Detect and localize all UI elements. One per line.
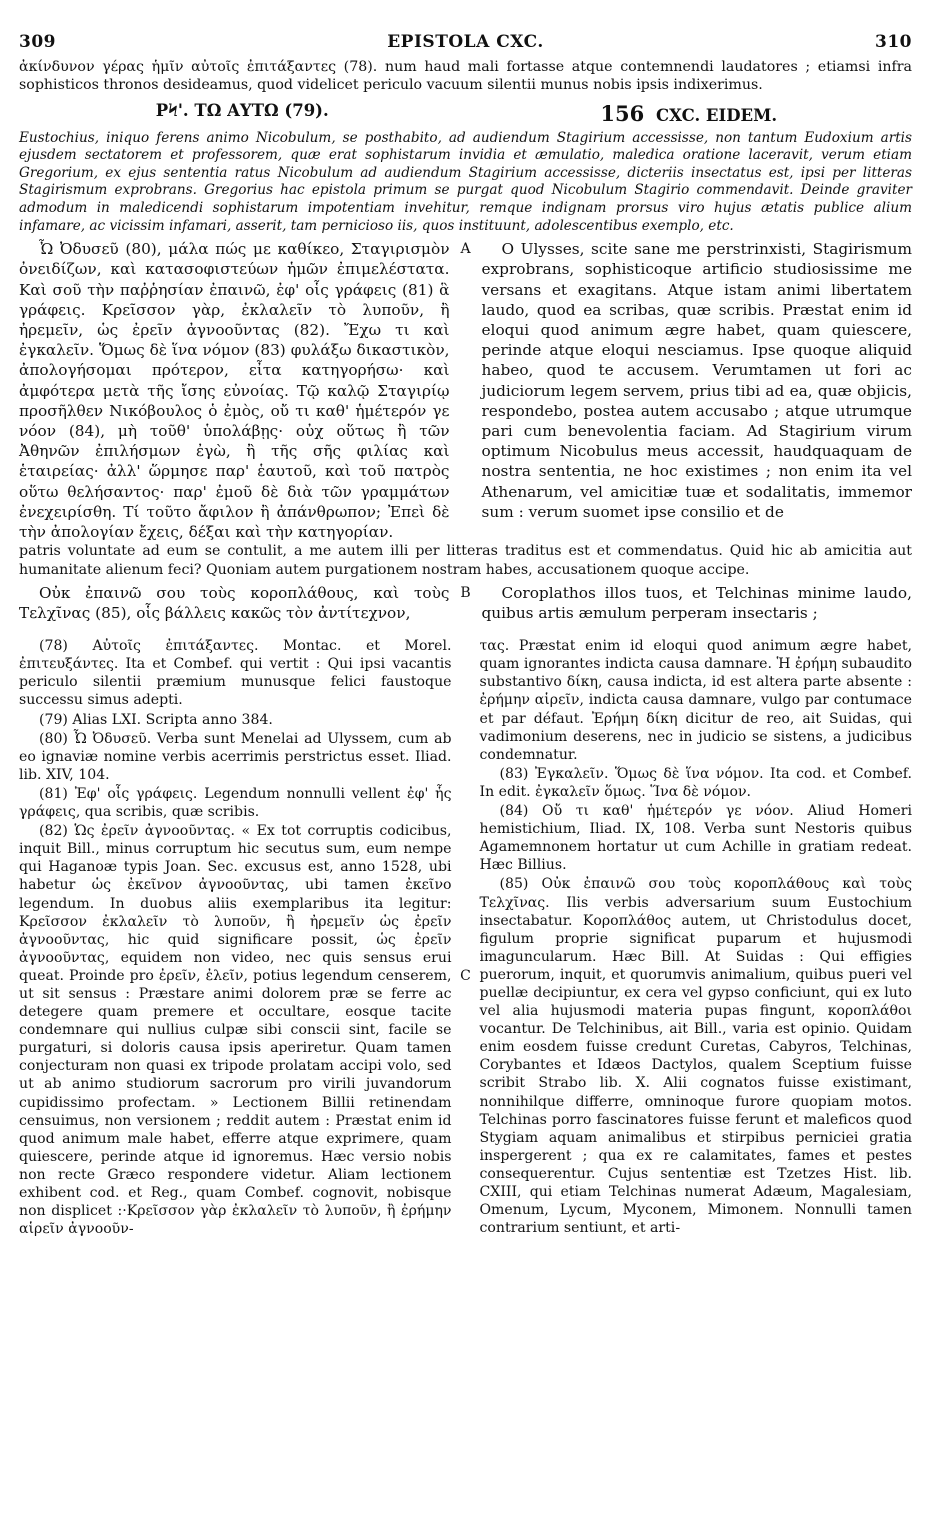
greek-heading: ΡϞ'. ΤΩ ΑΥΤΩ (79).	[155, 100, 329, 120]
footnote: (83) Ἐγκαλεῖν. Ὅμως δὲ ἵνα νόμον. Ita cod. et Combef. In edit. ἐγκαλεῖν ὅμως. Ἵνα δὲ νόμον.	[479, 765, 912, 800]
argument-summary: Eustochius, iniquo ferens animo Nicobulum, se posthabito, ad audiendum Stagirium accessisse, non tantum Eudoxium artis ejusdem sectatorem et professorem, quæ erat sophistarum invidia et æmulatio, maledica oratione laceravit, verum etiam Gregorium, ex ejus sententia ratus Nicobulum ad audiendum Stagirium accessisse, dicteriis insectatus est, ipsi per litteras Stagirismum exprobrans. Gregorius hac epistola primum se purgat quod Nicobulum Stagirio commendavit. Deinde graviter admodum in maledicendi sophistarum impotentiam invehitur, remque indignam prorsus viro hujus ætatis publice alium infamare, ac vicissim infamari, asserit, tam pernicioso iis, quos instituunt, adolescentibus exemplo, etc.	[19, 129, 912, 234]
intro-text: ἀκίνδυνον γέρας ἡμῖν αὐτοῖς ἐπιτάξαντες (78). num haud mali fortasse atque contemnendi laudatores ; etiamsi infra sophisticos thronos desideamus, quod videlicet periculo vacuum silentii munus nobis ipsis indixerimus.	[19, 59, 912, 94]
latin-continuation: patris voluntate ad eum se contulit, a me autem illi per litteras traditus est et commendatus. Quid hic ab amicitia aut humanitate alienum feci? Quoniam autem purgationem nostram habes, accusationem quoque accipe.	[19, 543, 912, 578]
footnote: τας. Præstat enim id eloqui quod animum ægre habet, quam ignorantes indicta causa damnare. Ἡ ἐρήμη subaudito substantivo δίκη, causa indicta, id est altera parte absente : ἐρήμην αἱρεῖν, indicta causa damnare, vulgo par contumace et par défaut. Ἐρήμη δίκη dicitur de reo, ait Suidas, qui vadimonium deserens, nec in judicio se sistens, a judicibus condemnatur.	[479, 638, 912, 763]
footnote: (78) Αὐτοῖς ἐπιτάξαντες. Montac. et Morel. ἐπιτευξάντες. Ita et Combef. qui vertit : Qui ipsi vacantis periculo silentii præmium munusque felici faustoque successu simus adepti.	[19, 638, 452, 709]
footnotes-right	[466, 637, 913, 1239]
left-page-number: 309	[19, 32, 56, 52]
footnote: (82) Ὡς ἐρεῖν ἀγνοοῦντας. « Ex tot corruptis codicibus, inquit Bill., minus corruptum hic secutus sum, eum nempe qui Haganoæ typis Joan. Sec. excusus est, anno 1528, ubi habetur ὡς ἐκεῖνον ἀγνοοῦντας, ubi tamen ἐκεῖνο legendum. In duobus aliis exemplaribus ita legitur: Κρεῖσσον ἐκλαλεῖν τὸ λυποῦν, ἢ ἠρεμεῖν ὡς ἐρεῖν ἀγνοοῦντας, hic quid significare possit, ὡς ἐρεῖν ἀγνοοῦντας, equidem non video, nec quis sensus erui queat. Proinde pro ἐρεῖν, ἐλεῖν, potius legendum censerem, ut sit sensus : Præstare animi dolorem præ se ferre ac detegere quam premere et occultare, eosque tacite condemnare qui nullius culpæ sibi conscii sint, facile se purgaturi, si doloris causa ipsis aperiretur. Quam tamen conjecturam non quasi ex tripode prolatam accipi volo, sed ut ab animo studiorum sacrorum pro virili juvandorum cupidissimo profectam. » Lectionem Billii retinendam censuimus, non versionem ; reddit autem : Præstat enim id quod animum male habet, efferre atque exprimere, quam quiescere, perinde atque id ignoremus. Hæc versio nobis non recte Græco respondere videtur. Aliam lectionem exhibent cod. et Reg., quam Combef. cognovit, nobisque non displicet :·Κρεῖσσον γὰρ ἐκλαλεῖν τὸ λυποῦν, ἢ ἐρήμην αἱρεῖν ἀγνοοῦν-	[19, 823, 452, 1238]
footnotes	[19, 637, 912, 1239]
latin-text-b: Coroplathos illos tuos, et Telchinas minime laudo, quibus artis æmulum perperam insectaris ;	[481, 583, 912, 622]
letter-headings	[19, 101, 912, 126]
letter-number: 156	[600, 100, 645, 126]
footnote: (85) Οὐκ ἐπαινῶ σου τοὺς κοροπλάθους καὶ τοὺς Τελχῖνας. Ilis verbis adversarium suum Eustochium insectabatur. Κοροπλάθος autem, ut Christodulus docet, figulum proprie significat puparum et hujusmodi imaguncularum. Hæc Bill. At Suidas : Qui effigies puerorum, inquit, et quorumvis animalium, quibus pueri vel puellæ decipiuntur, ex cera vel gypso conficiunt, qui ex luto vel alia hujusmodi materia pupas fingunt, κοροπλάθοι vocantur. De Telchinibus, ait Bill., varia est opinio. Quidam enim eosdem fuisse credunt Curetas, Cabyros, Telchinas, Corybantes et Idæos Dactylos, qualem Sceptium fuisse scribit Strabo lib. X. Alii cognatos fuisse existimant, nonnihilque differre, omninoque furore quopiam motos. Telchinas porro fascinatores fuisse ferunt et maleficos quod Stygiam aquam animalibus et stirpibus perniciei gratia inspergerent ; qua ex re calamitates, fames et pestes consequerentur. Cujus sententiæ est Tzetzes Hist. lib. CXIII, qui etiam Telchinas numerat Adæum, Magalesiam, Omenum, Lycum, Myconem, Mimonem. Nonnulli tamen contrarium sentiunt, et arti-	[479, 876, 912, 1237]
footnote: (81) Ἐφ' οἷς γράφεις. Legendum nonnulli vellent ἐφ' ἧς γράφεις, qua scribis, quæ scribis.	[19, 785, 452, 821]
section-marker-b: B	[460, 584, 471, 601]
section-marker-a: A	[460, 241, 471, 258]
running-title: EPISTOLA CXC.	[387, 32, 544, 52]
section-b	[19, 583, 912, 623]
latin-heading: CXC. EIDEM.	[655, 105, 778, 125]
latin-text-a: O Ulysses, scite sane me perstrinxisti, Stagirismum exprobrans, sophisticoque artificio studiosissime me versans et exagitans. Atque istam animi libertatem laudo, quod ea scribas, quæ scribis. Præstat enim id eloqui quod animum ægre habet, quam quiescere, perinde atque eloqui nesciamus. Ipse quoque aliquid habeo, quod te accusem. Verumtamen ut fori ac judiciorum legem servem, prius tibi ad ea, quæ objicis, respondebo, postea autem accusabo ; atque utrumque pari cum benevolentia faciam. Ad Stagirium virum optimum Nicobulus meus accessit, haudquaquam de nostra sententia, ne hoc existimes ; non enim ita vel Athenarum, vel amicitiæ tuæ et sodalitatis, immemor sum : verum suomet ipse consilio et de	[481, 240, 912, 521]
greek-text-b: Οὐκ ἐπαινῶ σου τοὺς κοροπλάθους, καὶ τοὺς Τελχῖνας (85), οἷς βάλλεις κακῶς τὸν ἀντίτεχνον,	[19, 583, 450, 622]
footnote: (84) Οὔ τι καθ' ἡμέτερόν γε νόον. Aliud Homeri hemistichium, Iliad. IX, 108. Verba sunt Nestoris quibus Agamemnonem hortatur ut cum Achille in gratiam redeat. Hæc Billius.	[479, 803, 912, 874]
latin-heading-wrap	[466, 101, 913, 126]
section-a	[19, 239, 912, 542]
greek-text-a: Ὦ Ὀδυσεῦ (80), μάλα πώς με καθίκεο, Σταγιρισμὸν ὀνειδίζων, καὶ κατασοφιστεύων ἡμῶν ἐπιμελέστατα. Καὶ σοῦ τὴν παῤῥησίαν ἐπαινῶ, ἐφ' οἷς γράφεις (81) ἃ γράφεις. Κρεῖσσον γὰρ, ἐκλαλεῖν τὸ λυποῦν, ἢ ἠρεμεῖν, ὡς ἐρεῖν ἀγνοοῦντας (82). Ἔχω τι καὶ ἐγκαλεῖν. Ὅμως δὲ ἵνα νόμον (83) φυλάξω δικαστικὸν, ἀπολογήσομαι πρότερον, εἶτα κατηγορήσω· καὶ ἀμφότερα μετὰ τῆς ἴσης εὐνοίας. Τῷ καλῷ Σταγιρίῳ προσῆλθεν Νικόβουλος ὁ ἐμὸς, οὔ τι καθ' ἡμέτερόν γε νόον (84), μὴ τοῦθ' ὑπολάβῃς· οὐχ οὕτως ἢ τῶν Ἀθηνῶν ἐπιλήσμων ἐγὼ, ἢ τῆς σῆς φιλίας καὶ ἑταιρείας· ἀλλ' ὥρμησε παρ' ἑαυτοῦ, καὶ τοῦ πατρὸς οὕτω θελήσαντος· παρ' ἐμοῦ δὲ διὰ τῶν γραμμάτων ἐνεχειρίσθη. Τί τοῦτο ἄφιλον ἢ ἀπάνθρωπον; Ἐπεὶ δὲ τὴν ἀπολογίαν ἔχεις, δέξαι καὶ τὴν κατηγορίαν.	[19, 240, 450, 541]
page-header	[19, 32, 912, 52]
footnote: (80) Ὦ Ὀδυσεῦ. Verba sunt Menelai ad Ulyssem, cum ab eo ignaviæ nomine verbis acerrimis perstrictus esset. Iliad. lib. XIV, 104.	[19, 730, 452, 783]
right-page-number: 310	[875, 32, 912, 52]
section-marker-c: C	[460, 968, 471, 985]
footnotes-left	[19, 637, 466, 1239]
footnote: (79) Alias LXI. Scripta anno 384.	[39, 711, 273, 728]
